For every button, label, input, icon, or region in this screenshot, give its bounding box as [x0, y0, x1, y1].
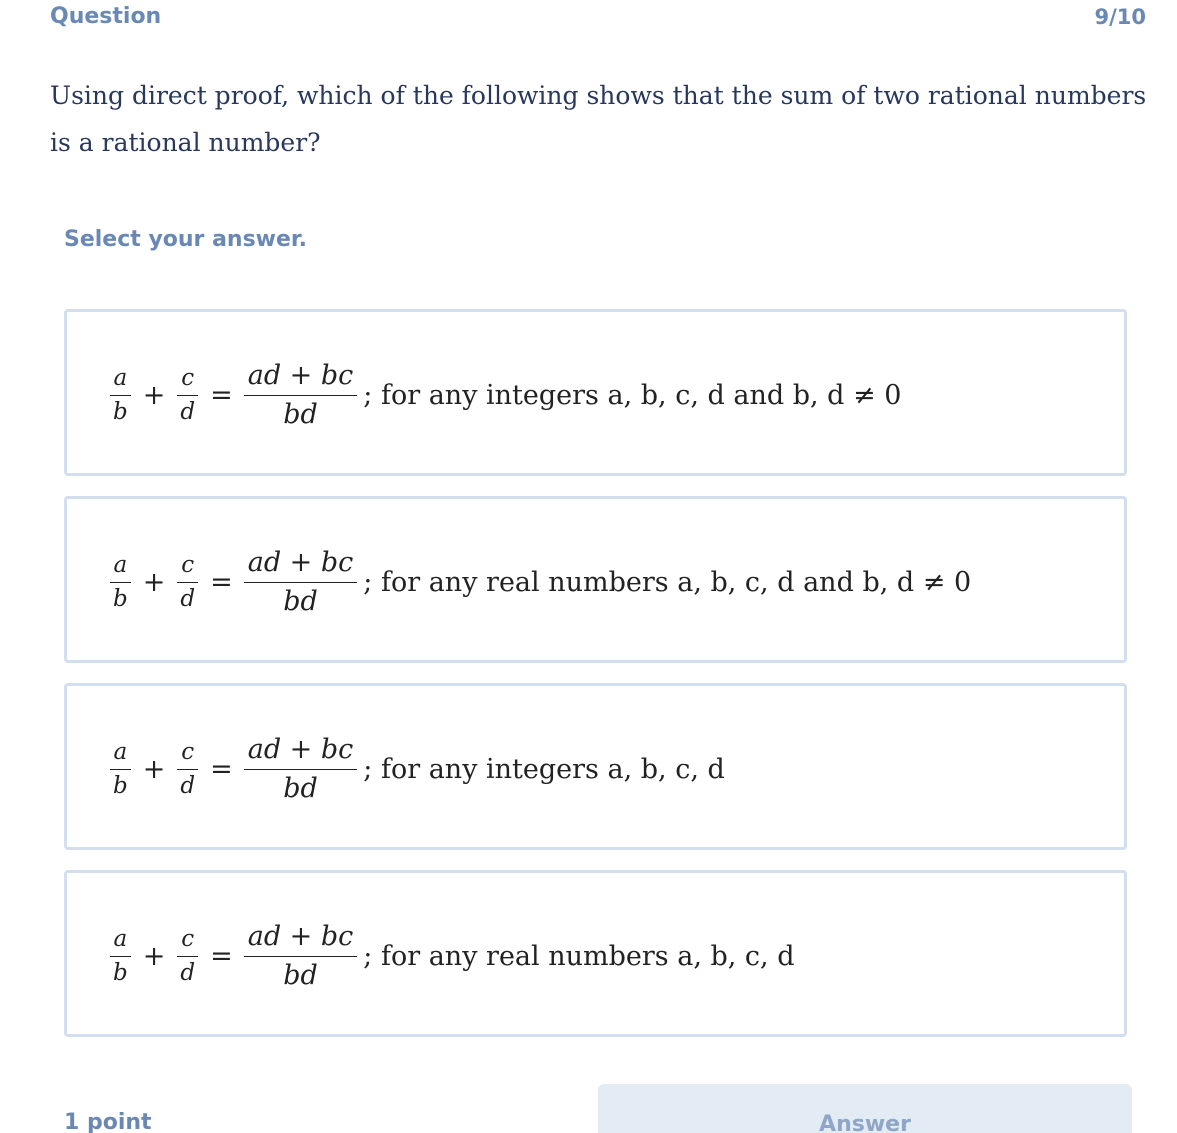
numerator: a [110, 552, 132, 582]
denominator: d [180, 772, 196, 799]
denominator: b [113, 585, 128, 612]
numerator: ad + bc [244, 547, 358, 582]
plus-sign: + [142, 379, 166, 411]
numerator: c [177, 926, 198, 956]
numerator: c [177, 365, 198, 395]
result-fraction [244, 360, 358, 429]
option-condition: ; for any real numbers a, b, c, d and b, d ≠ 0 [363, 566, 972, 598]
denominator: d [180, 959, 196, 986]
option-formula [105, 911, 795, 1001]
answer-option-1[interactable] [64, 309, 1127, 476]
option-condition: ; for any integers a, b, c, d [363, 753, 725, 785]
fraction-a-over-b [109, 365, 132, 425]
points-label: 1 point [64, 1110, 152, 1133]
option-formula [105, 724, 725, 814]
numerator: c [177, 739, 198, 769]
denominator: b [113, 398, 128, 425]
numerator: a [110, 739, 132, 769]
denominator: d [180, 585, 196, 612]
answer-button[interactable]: Answer [598, 1084, 1132, 1133]
numerator: a [110, 926, 132, 956]
denominator: b [113, 772, 128, 799]
denominator: bd [283, 772, 318, 804]
question-text: Using direct proof, which of the following shows that the sum of two rational numbers is a rational number? [50, 81, 1147, 157]
denominator: d [180, 398, 196, 425]
denominator: bd [283, 585, 318, 617]
answer-option-3[interactable] [64, 683, 1127, 850]
question-progress: 9/10 [1094, 5, 1146, 29]
denominator: bd [283, 959, 318, 991]
result-fraction [244, 734, 358, 803]
denominator: b [113, 959, 128, 986]
fraction-c-over-d [176, 739, 199, 799]
numerator: c [177, 552, 198, 582]
numerator: ad + bc [244, 921, 358, 956]
numerator: ad + bc [244, 734, 358, 769]
numerator: ad + bc [244, 360, 358, 395]
plus-sign: + [142, 940, 166, 972]
fraction-a-over-b [109, 739, 132, 799]
option-formula [105, 350, 901, 440]
equals-sign: = [210, 753, 233, 785]
option-formula [105, 537, 971, 627]
fraction-c-over-d [176, 365, 199, 425]
equals-sign: = [210, 379, 233, 411]
fraction-c-over-d [176, 552, 199, 612]
option-condition: ; for any real numbers a, b, c, d [363, 940, 795, 972]
numerator: a [110, 365, 132, 395]
fraction-a-over-b [109, 552, 132, 612]
fraction-c-over-d [176, 926, 199, 986]
result-fraction [244, 921, 358, 990]
answer-option-2[interactable] [64, 496, 1127, 663]
denominator: bd [283, 398, 318, 430]
plus-sign: + [142, 566, 166, 598]
question-label: Question [50, 4, 162, 29]
select-answer-label: Select your answer. [64, 227, 307, 252]
plus-sign: + [142, 753, 166, 785]
result-fraction [244, 547, 358, 616]
fraction-a-over-b [109, 926, 132, 986]
answer-option-4[interactable] [64, 870, 1127, 1037]
equals-sign: = [210, 566, 233, 598]
equals-sign: = [210, 940, 233, 972]
option-condition: ; for any integers a, b, c, d and b, d ≠ 0 [363, 379, 902, 411]
